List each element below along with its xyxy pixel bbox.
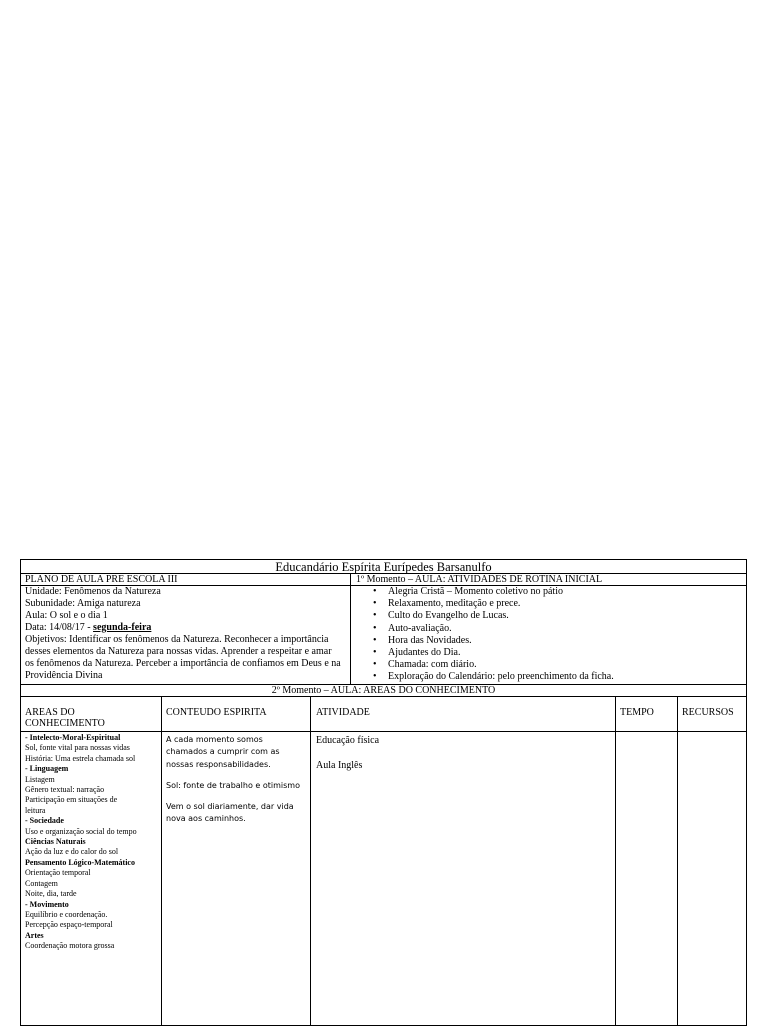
routine-list: [351, 586, 614, 684]
conteudo-paragraph-3: [166, 801, 300, 826]
routine-cell: [350, 585, 747, 685]
routine-item: • Chamada: com diário.: [351, 659, 614, 671]
header-conteudo: CONTEUDO ESPIRITA: [166, 707, 267, 718]
area-item: Orientação temporal: [25, 868, 91, 878]
objetivos-line: os fenômenos da Natureza. Perceber a importância de confiamos em Deus e na: [25, 658, 341, 669]
header-tempo: TEMPO: [620, 707, 654, 718]
header-atividade: ATIVIDADE: [316, 707, 370, 718]
conteudo-line: A cada momento somos: [166, 735, 263, 744]
area-item: História: Uma estrela chamada sol: [25, 753, 136, 763]
conteudo-paragraph-2: Sol: fonte de trabalho e otimismo: [166, 780, 300, 790]
routine-item: • Alegria Cristã – Momento coletivo no pátio: [351, 586, 614, 598]
conteudo-paragraph-1: [166, 734, 300, 771]
objetivos-line: desses elementos da Natureza para nossas vidas. Aprender a respeitar e amar: [25, 646, 332, 657]
routine-item: • Hora das Novidades.: [351, 635, 614, 647]
atividade-item: Aula Inglês: [316, 760, 363, 771]
area-heading: - Intelecto-Moral-Espiritual: [25, 733, 121, 742]
atividade-item: Educação física: [316, 735, 380, 746]
area-item: Equilíbrio e coordenação.: [25, 909, 108, 919]
lesson-plan-sheet: [20, 559, 747, 1024]
conteudo-line: chamados a cumprir com as: [166, 747, 280, 757]
data-text: [25, 622, 341, 634]
area-item: Listagem: [25, 774, 55, 784]
area-heading: - Sociedade: [25, 816, 64, 826]
conteudo-line: nova aos caminhos.: [166, 814, 246, 824]
unidade-text: Unidade: Fenômenos da Natureza: [25, 586, 161, 597]
area-item: Percepção espaço-temporal: [25, 920, 113, 930]
objetivos-line: Providência Divina: [25, 670, 103, 681]
areas-list: [25, 733, 137, 952]
area-heading: - Movimento: [25, 899, 69, 909]
area-heading: - Linguagem: [25, 764, 69, 774]
data-day: segunda-feira: [93, 622, 152, 633]
routine-item: • Culto do Evangelho de Lucas.: [351, 610, 614, 622]
area-heading: Ciências Naturais: [25, 837, 86, 847]
area-item: Ação da luz e do calor do sol: [25, 847, 119, 857]
aula-text: Aula: O sol e o dia 1: [25, 610, 108, 621]
area-item: Coordenação motora grossa: [25, 941, 115, 951]
conteudo-line: nossas responsabilidades.: [166, 759, 271, 769]
lesson-details-cell: [20, 585, 351, 685]
knowledge-table: [20, 696, 747, 1026]
school-title: Educandário Espírita Eurípedes Barsanulfo: [20, 559, 747, 574]
area-item: Sol, fonte vital para nossas vidas: [25, 743, 130, 753]
area-item: Participação em situações de: [25, 795, 118, 805]
area-heading: Artes: [25, 930, 44, 940]
subunidade-text: Subunidade: Amiga natureza: [25, 598, 141, 609]
area-item: Noite, dia, tarde: [25, 889, 77, 899]
area-item: Gênero textual: narração: [25, 785, 105, 795]
conteudo-line: Vem o sol diariamente, dar vida: [166, 802, 294, 812]
routine-item: • Auto-avaliação.: [351, 623, 614, 635]
data-prefix: Data: 14/08/17 -: [25, 622, 94, 633]
routine-item: • Ajudantes do Dia.: [351, 647, 614, 659]
conteudo-text: [166, 734, 300, 826]
plan-label: PLANO DE AULA PRE ESCOLA III: [25, 574, 178, 585]
routine-item: • Relaxamento, meditação e prece.: [351, 598, 614, 610]
objetivos-line: Objetivos: Identificar os fenômenos da Natureza. Reconhecer a importância: [25, 634, 329, 645]
atividade-text: [316, 735, 379, 772]
area-heading: Pensamento Lógico-Matemático: [25, 857, 135, 867]
area-item: leitura: [25, 805, 46, 815]
routine-item: • Exploração do Calendário: pelo preenchimento da ficha.: [351, 671, 614, 683]
header-recursos: RECURSOS: [682, 707, 734, 718]
moment2-label: 2º Momento – AULA: AREAS DO CONHECIMENTO: [271, 685, 496, 696]
moment1-label: 1º Momento – AULA: ATIVIDADES DE ROTINA INICIAL: [356, 574, 603, 585]
header-areas: AREAS DO CONHECIMENTO: [25, 707, 105, 729]
area-item: Uso e organização social do tempo: [25, 826, 137, 836]
objetivos-text: [25, 634, 341, 682]
area-item: Contagem: [25, 878, 58, 888]
